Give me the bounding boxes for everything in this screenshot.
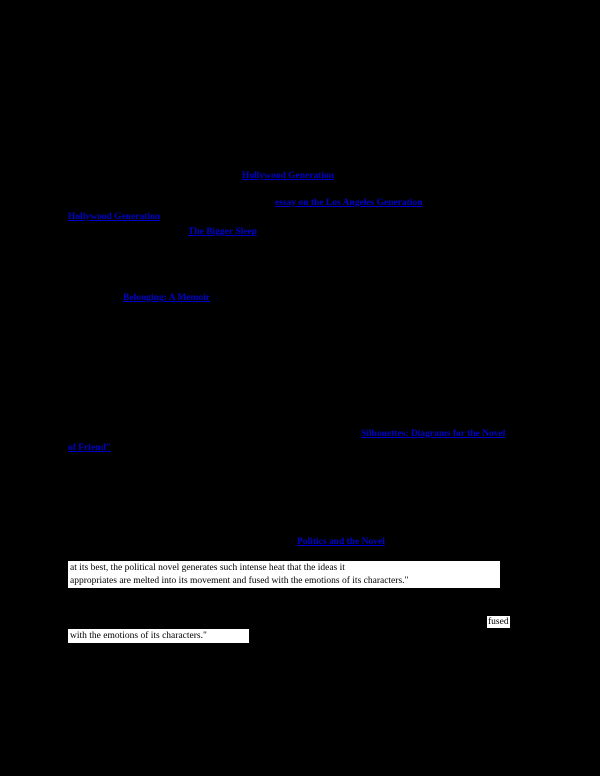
link-silhouettes-novel[interactable]: Silhouettes: Diagrams for the Novel bbox=[361, 429, 506, 439]
link-the-bigger-sleep[interactable]: The Bigger Sleep bbox=[188, 227, 257, 237]
quote-fragment-tail: with the emotions of its characters." bbox=[68, 629, 249, 643]
quote-line-1: at its best, the political novel generates such intense heat that the ideas it bbox=[68, 561, 500, 575]
link-la-generation-essay[interactable]: essay on the Los Angeles Generation bbox=[275, 198, 423, 208]
quote-line-2: appropriates are melted into its movement and fused with the emotions of its characters." bbox=[68, 574, 500, 588]
link-politics-and-the-novel[interactable]: Politics and the Novel bbox=[297, 537, 385, 547]
link-of-friend[interactable]: of Friend" bbox=[68, 443, 112, 453]
quote-fragment-word: fused bbox=[488, 617, 509, 627]
heading-hollywood-generation-1[interactable]: Hollywood Generation bbox=[241, 171, 335, 181]
heading-hollywood-generation-2[interactable]: Hollywood Generation bbox=[68, 212, 161, 222]
link-belonging-memoir[interactable]: Belonging: A Memoir bbox=[123, 293, 211, 303]
